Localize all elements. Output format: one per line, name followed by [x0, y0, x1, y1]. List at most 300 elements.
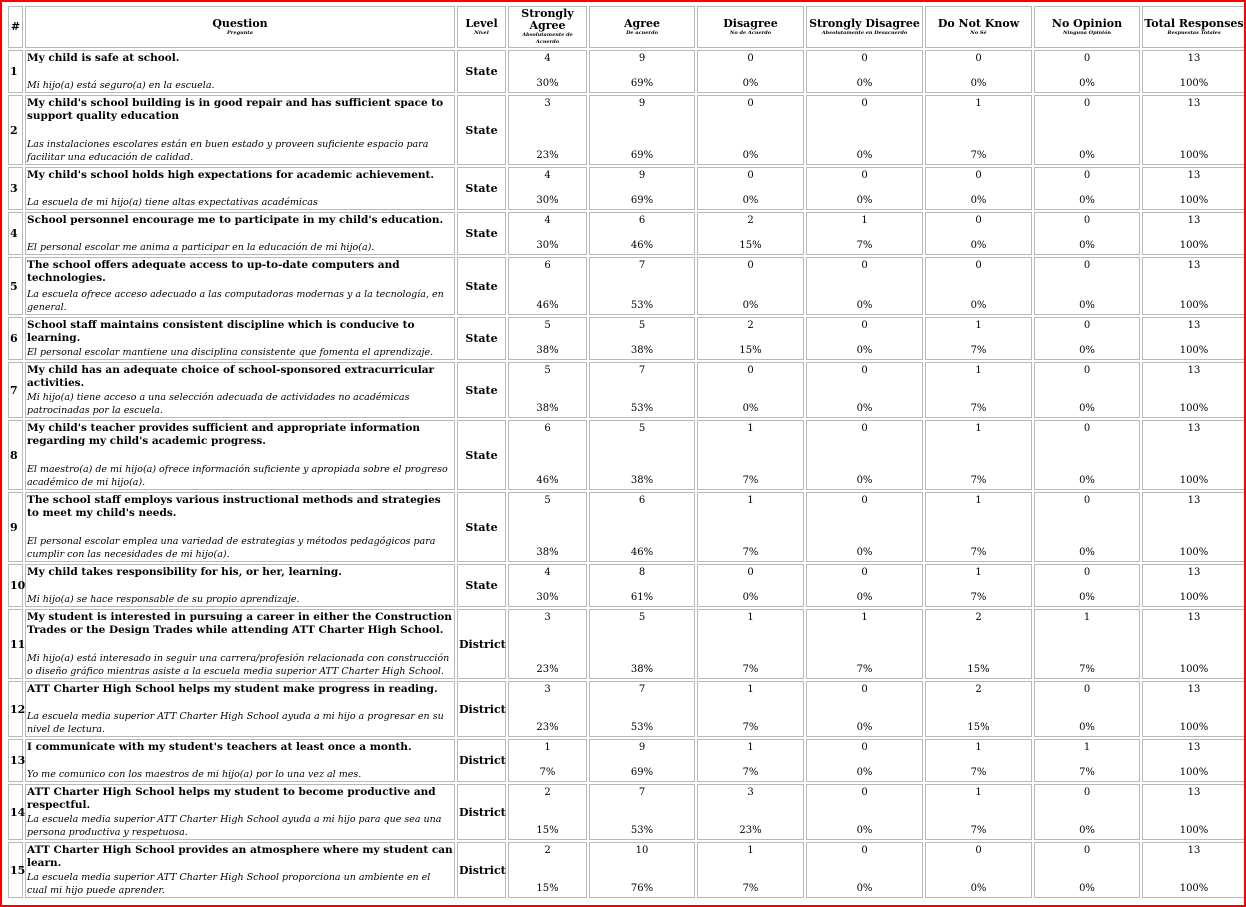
total-responses-count: 13: [1187, 320, 1201, 331]
cell-no-opinion: [1034, 257, 1140, 315]
level-cell: State: [457, 317, 506, 360]
cell-disagree: [697, 492, 804, 562]
strongly-disagree-percent: 0%: [856, 547, 873, 558]
cell-disagree: [697, 564, 804, 607]
cell-agree: [589, 492, 695, 562]
strongly-agree-percent: 30%: [536, 592, 559, 603]
do-not-know-count: 1: [975, 495, 982, 506]
no-opinion-percent: 7%: [1079, 767, 1095, 778]
no-opinion-count: 0: [1083, 320, 1091, 331]
cell-agree: [589, 564, 695, 607]
disagree-count: 2: [747, 320, 754, 331]
total-responses-percent: 100%: [1179, 403, 1209, 414]
no-opinion-count: 0: [1083, 423, 1091, 434]
cell-agree: [589, 609, 695, 679]
question-text-en: School personnel encourage me to participate in my child's education.: [27, 213, 444, 226]
cell-do-not-know: [925, 95, 1032, 165]
question-number: 11: [8, 609, 23, 679]
do-not-know-count: 1: [975, 98, 982, 109]
table-row: [8, 95, 1246, 165]
do-not-know-percent: 7%: [970, 150, 987, 161]
cell-disagree: [697, 212, 804, 255]
do-not-know-count: 2: [975, 612, 982, 623]
total-responses-count: 13: [1187, 845, 1201, 856]
cell-strongly-disagree: [806, 739, 923, 782]
level-cell: State: [457, 95, 506, 165]
strongly-disagree-count: 0: [861, 684, 868, 695]
no-opinion-percent: 0%: [1079, 592, 1095, 603]
total-responses-percent: 100%: [1179, 825, 1209, 836]
question-number: 15: [8, 842, 23, 898]
cell-total-responses: [1142, 681, 1246, 737]
no-opinion-percent: 0%: [1079, 825, 1095, 836]
question-cell: [25, 50, 455, 93]
total-responses-count: 13: [1187, 98, 1201, 109]
level-cell: District: [457, 609, 506, 679]
disagree-percent: 0%: [742, 78, 759, 89]
no-opinion-count: 0: [1083, 170, 1091, 181]
table-row: [8, 362, 1246, 418]
disagree-percent: 0%: [742, 592, 759, 603]
cell-disagree: [697, 420, 804, 490]
survey-body: [8, 50, 1246, 898]
strongly-disagree-percent: 0%: [856, 883, 873, 894]
strongly-agree-percent: 7%: [539, 767, 556, 778]
do-not-know-count: 1: [975, 742, 982, 753]
do-not-know-percent: 7%: [970, 547, 987, 558]
disagree-percent: 0%: [742, 403, 759, 414]
survey-results-table: [6, 4, 1246, 900]
no-opinion-count: 0: [1083, 567, 1091, 578]
strongly-disagree-percent: 0%: [856, 195, 873, 206]
question-text-en: The school offers adequate access to up-to-date computers and technologies.: [27, 258, 400, 284]
cell-strongly-agree: [508, 681, 587, 737]
question-cell: [25, 420, 455, 490]
table-row: [8, 317, 1246, 360]
agree-percent: 69%: [630, 195, 654, 206]
cell-disagree: [697, 317, 804, 360]
no-opinion-count: 1: [1083, 612, 1091, 623]
total-responses-percent: 100%: [1179, 547, 1209, 558]
cell-disagree: [697, 681, 804, 737]
total-responses-percent: 100%: [1179, 475, 1209, 486]
cell-strongly-agree: [508, 50, 587, 93]
cell-total-responses: [1142, 784, 1246, 840]
agree-percent: 53%: [630, 722, 654, 733]
agree-percent: 76%: [630, 883, 654, 894]
col-header-strongly-agree: Strongly Agree Absolutamente de Acuerdo: [508, 6, 587, 48]
question-cell: [25, 167, 455, 210]
question-number: 3: [8, 167, 23, 210]
strongly-agree-count: 2: [544, 787, 551, 798]
strongly-agree-percent: 23%: [536, 150, 559, 161]
disagree-percent: 15%: [739, 240, 762, 251]
question-number: 13: [8, 739, 23, 782]
strongly-agree-percent: 30%: [536, 240, 559, 251]
cell-strongly-agree: [508, 95, 587, 165]
cell-no-opinion: [1034, 492, 1140, 562]
cell-strongly-agree: [508, 167, 587, 210]
do-not-know-percent: 0%: [970, 300, 987, 311]
strongly-disagree-percent: 0%: [856, 825, 873, 836]
question-text-en: School staff maintains consistent discipline which is conducive to learning.: [27, 318, 415, 344]
disagree-count: 1: [747, 495, 754, 506]
do-not-know-percent: 7%: [970, 345, 987, 356]
cell-total-responses: [1142, 842, 1246, 898]
question-text-es: La escuela de mi hijo(a) tiene altas expectativas académicas: [27, 196, 318, 208]
total-responses-count: 13: [1187, 684, 1201, 695]
cell-strongly-disagree: [806, 420, 923, 490]
cell-do-not-know: [925, 257, 1032, 315]
question-text-en: My child has an adequate choice of school-sponsored extracurricular activities.: [27, 363, 435, 389]
cell-strongly-agree: [508, 317, 587, 360]
level-cell: State: [457, 492, 506, 562]
agree-percent: 46%: [630, 547, 654, 558]
question-text-es: El maestro(a) de mi hijo(a) ofrece información suficiente y apropiada sobre el progreso académico de mi hijo(a).: [27, 463, 448, 488]
question-cell: [25, 492, 455, 562]
total-responses-count: 13: [1187, 612, 1201, 623]
question-text-es: El personal escolar emplea una variedad de estrategias y métodos pedagógicos para cumplir con las necesidades de mi hijo(a).: [27, 535, 436, 560]
question-cell: [25, 564, 455, 607]
total-responses-percent: 100%: [1179, 150, 1209, 161]
cell-strongly-disagree: [806, 317, 923, 360]
cell-strongly-disagree: [806, 681, 923, 737]
strongly-agree-count: 5: [544, 495, 551, 506]
no-opinion-percent: 0%: [1079, 403, 1095, 414]
no-opinion-count: 0: [1083, 215, 1091, 226]
cell-no-opinion: [1034, 681, 1140, 737]
strongly-agree-count: 4: [544, 215, 551, 226]
question-text-es: La escuela media superior ATT Charter High School proporciona un ambiente en el cual mi hijo puede aprender.: [27, 871, 431, 896]
question-text-es: La escuela ofrece acceso adecuado a las computadoras modernas y a la tecnología, en general.: [27, 288, 444, 313]
no-opinion-count: 0: [1083, 787, 1091, 798]
table-row: [8, 50, 1246, 93]
col-header-total-responses: Total Responses Respuestas Totales: [1142, 6, 1246, 48]
cell-strongly-disagree: [806, 362, 923, 418]
strongly-disagree-percent: 7%: [856, 664, 873, 675]
strongly-disagree-count: 0: [861, 260, 868, 271]
total-responses-percent: 100%: [1179, 78, 1209, 89]
level-cell: State: [457, 362, 506, 418]
disagree-count: 1: [747, 845, 754, 856]
disagree-count: 1: [747, 612, 754, 623]
do-not-know-count: 1: [975, 423, 982, 434]
cell-do-not-know: [925, 317, 1032, 360]
question-cell: [25, 362, 455, 418]
cell-total-responses: [1142, 167, 1246, 210]
cell-strongly-agree: [508, 362, 587, 418]
table-row: [8, 167, 1246, 210]
no-opinion-percent: 0%: [1079, 300, 1095, 311]
question-text-en: My child takes responsibility for his, or her, learning.: [27, 565, 342, 578]
cell-agree: [589, 681, 695, 737]
strongly-disagree-count: 0: [861, 170, 868, 181]
disagree-percent: 7%: [742, 883, 759, 894]
table-row: [8, 492, 1246, 562]
question-number: 7: [8, 362, 23, 418]
question-text-en: ATT Charter High School helps my student to become productive and respectful.: [27, 785, 436, 811]
cell-agree: [589, 212, 695, 255]
cell-strongly-disagree: [806, 257, 923, 315]
strongly-disagree-percent: 7%: [856, 240, 873, 251]
question-text-es: La escuela media superior ATT Charter High School ayuda a mi hijo a progresar en su nivel de lectura.: [27, 710, 444, 735]
cell-disagree: [697, 609, 804, 679]
strongly-disagree-count: 0: [861, 423, 868, 434]
agree-count: 5: [638, 612, 646, 623]
do-not-know-percent: 15%: [967, 722, 990, 733]
total-responses-count: 13: [1187, 567, 1201, 578]
do-not-know-percent: 0%: [970, 883, 987, 894]
strongly-agree-percent: 46%: [536, 300, 559, 311]
question-text-en: ATT Charter High School provides an atmosphere where my student can learn.: [27, 843, 453, 869]
question-cell: [25, 739, 455, 782]
strongly-disagree-count: 0: [861, 98, 868, 109]
cell-strongly-disagree: [806, 609, 923, 679]
total-responses-count: 13: [1187, 53, 1201, 64]
strongly-agree-percent: 30%: [536, 195, 559, 206]
strongly-disagree-percent: 0%: [856, 345, 873, 356]
question-text-es: Mi hijo(a) se hace responsable de su propio aprendizaje.: [27, 593, 300, 605]
no-opinion-count: 1: [1083, 742, 1091, 753]
strongly-agree-count: 1: [544, 742, 551, 753]
no-opinion-percent: 0%: [1079, 150, 1095, 161]
cell-do-not-know: [925, 212, 1032, 255]
do-not-know-count: 0: [975, 215, 982, 226]
level-cell: District: [457, 739, 506, 782]
total-responses-percent: 100%: [1179, 767, 1209, 778]
agree-count: 7: [638, 787, 646, 798]
level-cell: State: [457, 212, 506, 255]
agree-count: 6: [638, 495, 646, 506]
no-opinion-percent: 0%: [1079, 883, 1095, 894]
agree-count: 9: [638, 742, 646, 753]
cell-agree: [589, 362, 695, 418]
level-cell: State: [457, 167, 506, 210]
strongly-disagree-count: 0: [861, 567, 868, 578]
total-responses-percent: 100%: [1179, 300, 1209, 311]
do-not-know-percent: 7%: [970, 475, 987, 486]
agree-count: 8: [638, 567, 646, 578]
cell-total-responses: [1142, 564, 1246, 607]
total-responses-count: 13: [1187, 742, 1201, 753]
total-responses-percent: 100%: [1179, 195, 1209, 206]
total-responses-percent: 100%: [1179, 592, 1209, 603]
strongly-agree-count: 4: [544, 170, 551, 181]
cell-no-opinion: [1034, 95, 1140, 165]
agree-percent: 38%: [630, 664, 654, 675]
disagree-percent: 7%: [742, 547, 759, 558]
cell-agree: [589, 50, 695, 93]
do-not-know-percent: 7%: [970, 767, 987, 778]
cell-strongly-agree: [508, 784, 587, 840]
cell-strongly-agree: [508, 257, 587, 315]
table-row: [8, 212, 1246, 255]
cell-disagree: [697, 784, 804, 840]
question-number: 12: [8, 681, 23, 737]
agree-percent: 53%: [630, 300, 654, 311]
disagree-count: 0: [747, 98, 754, 109]
total-responses-count: 13: [1187, 787, 1201, 798]
total-responses-count: 13: [1187, 423, 1201, 434]
cell-agree: [589, 257, 695, 315]
cell-do-not-know: [925, 50, 1032, 93]
agree-count: 6: [638, 215, 646, 226]
agree-count: 9: [638, 53, 646, 64]
strongly-disagree-percent: 0%: [856, 300, 873, 311]
question-number: 5: [8, 257, 23, 315]
cell-no-opinion: [1034, 50, 1140, 93]
table-row: [8, 842, 1246, 898]
cell-total-responses: [1142, 609, 1246, 679]
question-number: 14: [8, 784, 23, 840]
question-text-en: My child is safe at school.: [27, 51, 180, 64]
cell-strongly-agree: [508, 739, 587, 782]
strongly-agree-count: 6: [544, 423, 551, 434]
total-responses-percent: 100%: [1179, 345, 1209, 356]
do-not-know-percent: 7%: [970, 825, 987, 836]
table-row: [8, 739, 1246, 782]
do-not-know-count: 0: [975, 845, 982, 856]
col-header-strongly-disagree: Strongly Disagree Absolutamente en Desacuerdo: [806, 6, 923, 48]
disagree-count: 1: [747, 684, 754, 695]
disagree-percent: 7%: [742, 722, 759, 733]
do-not-know-count: 0: [975, 170, 982, 181]
disagree-count: 1: [747, 423, 754, 434]
col-header-disagree: Disagree No de Acuerdo: [697, 6, 804, 48]
cell-do-not-know: [925, 167, 1032, 210]
agree-percent: 69%: [630, 150, 654, 161]
level-cell: State: [457, 564, 506, 607]
agree-percent: 53%: [630, 825, 654, 836]
level-cell: District: [457, 681, 506, 737]
no-opinion-count: 0: [1083, 495, 1091, 506]
no-opinion-percent: 0%: [1079, 345, 1095, 356]
cell-disagree: [697, 167, 804, 210]
disagree-count: 1: [747, 742, 754, 753]
cell-strongly-disagree: [806, 564, 923, 607]
question-number: 2: [8, 95, 23, 165]
col-header-do-not-know: Do Not Know No Sé: [925, 6, 1032, 48]
cell-no-opinion: [1034, 564, 1140, 607]
question-number: 8: [8, 420, 23, 490]
cell-agree: [589, 317, 695, 360]
col-header-question: Question Pregunta: [25, 6, 455, 48]
question-text-en: I communicate with my student's teachers at least once a month.: [27, 740, 412, 753]
cell-disagree: [697, 362, 804, 418]
cell-do-not-know: [925, 681, 1032, 737]
question-text-es: Las instalaciones escolares están en buen estado y proveen suficiente espacio para facilitar una educación de calidad.: [27, 138, 429, 163]
no-opinion-percent: 0%: [1079, 78, 1095, 89]
table-row: [8, 784, 1246, 840]
no-opinion-percent: 0%: [1079, 195, 1095, 206]
question-text-es: Mi hijo(a) tiene acceso a una selección adecuada de actividades no académicas patrocinadas por la escuela.: [27, 391, 410, 416]
do-not-know-count: 1: [975, 320, 982, 331]
strongly-agree-percent: 46%: [536, 475, 559, 486]
strongly-disagree-percent: 0%: [856, 592, 873, 603]
total-responses-count: 13: [1187, 215, 1201, 226]
col-header-number: #: [8, 6, 23, 48]
strongly-agree-count: 5: [544, 320, 551, 331]
strongly-agree-percent: 38%: [536, 547, 559, 558]
cell-agree: [589, 95, 695, 165]
cell-total-responses: [1142, 420, 1246, 490]
cell-do-not-know: [925, 609, 1032, 679]
cell-disagree: [697, 842, 804, 898]
strongly-agree-count: 3: [544, 98, 551, 109]
cell-do-not-know: [925, 564, 1032, 607]
question-text-es: El personal escolar me anima a participar en la educación de mi hijo(a).: [27, 241, 375, 253]
cell-disagree: [697, 739, 804, 782]
cell-strongly-disagree: [806, 212, 923, 255]
question-text-es: El personal escolar mantiene una disciplina consistente que fomenta el aprendizaje.: [27, 346, 434, 358]
no-opinion-percent: 0%: [1079, 547, 1095, 558]
level-cell: State: [457, 50, 506, 93]
cell-strongly-agree: [508, 492, 587, 562]
cell-strongly-disagree: [806, 167, 923, 210]
cell-no-opinion: [1034, 362, 1140, 418]
strongly-disagree-count: 1: [861, 215, 868, 226]
level-cell: District: [457, 842, 506, 898]
question-number: 4: [8, 212, 23, 255]
cell-disagree: [697, 50, 804, 93]
question-text-es: Mi hijo(a) está seguro(a) en la escuela.: [27, 79, 215, 91]
cell-do-not-know: [925, 784, 1032, 840]
cell-agree: [589, 167, 695, 210]
question-cell: [25, 257, 455, 315]
cell-total-responses: [1142, 492, 1246, 562]
strongly-agree-percent: 38%: [536, 345, 559, 356]
do-not-know-percent: 0%: [970, 240, 987, 251]
agree-percent: 53%: [630, 403, 654, 414]
do-not-know-count: 1: [975, 567, 982, 578]
question-cell: [25, 95, 455, 165]
disagree-count: 0: [747, 567, 754, 578]
cell-no-opinion: [1034, 317, 1140, 360]
no-opinion-percent: 0%: [1079, 722, 1095, 733]
total-responses-count: 13: [1187, 365, 1201, 376]
cell-do-not-know: [925, 492, 1032, 562]
total-responses-percent: 100%: [1179, 664, 1209, 675]
strongly-agree-count: 2: [544, 845, 551, 856]
strongly-agree-count: 3: [544, 612, 551, 623]
cell-strongly-disagree: [806, 492, 923, 562]
cell-agree: [589, 784, 695, 840]
cell-strongly-agree: [508, 842, 587, 898]
question-number: 1: [8, 50, 23, 93]
cell-total-responses: [1142, 362, 1246, 418]
cell-total-responses: [1142, 95, 1246, 165]
strongly-agree-count: 6: [544, 260, 551, 271]
disagree-count: 0: [747, 260, 754, 271]
total-responses-percent: 100%: [1179, 240, 1209, 251]
do-not-know-percent: 7%: [970, 403, 987, 414]
cell-strongly-agree: [508, 212, 587, 255]
level-cell: District: [457, 784, 506, 840]
cell-do-not-know: [925, 739, 1032, 782]
cell-agree: [589, 842, 695, 898]
question-text-en: My child's school building is in good repair and has sufficient space to support quality education: [27, 96, 444, 122]
no-opinion-count: 0: [1083, 98, 1091, 109]
table-row: [8, 681, 1246, 737]
question-text-es: Mi hijo(a) está interesado in seguir una carrera/profesión relacionada con construcción o diseño gráfico mientras asiste a la escuela media superior ATT Charter High School.: [27, 652, 450, 677]
question-text-en: ATT Charter High School helps my student make progress in reading.: [27, 682, 438, 695]
do-not-know-percent: 0%: [970, 195, 987, 206]
table-row: [8, 609, 1246, 679]
agree-count: 7: [638, 260, 646, 271]
no-opinion-percent: 0%: [1079, 240, 1095, 251]
table-row: [8, 564, 1246, 607]
cell-total-responses: [1142, 212, 1246, 255]
